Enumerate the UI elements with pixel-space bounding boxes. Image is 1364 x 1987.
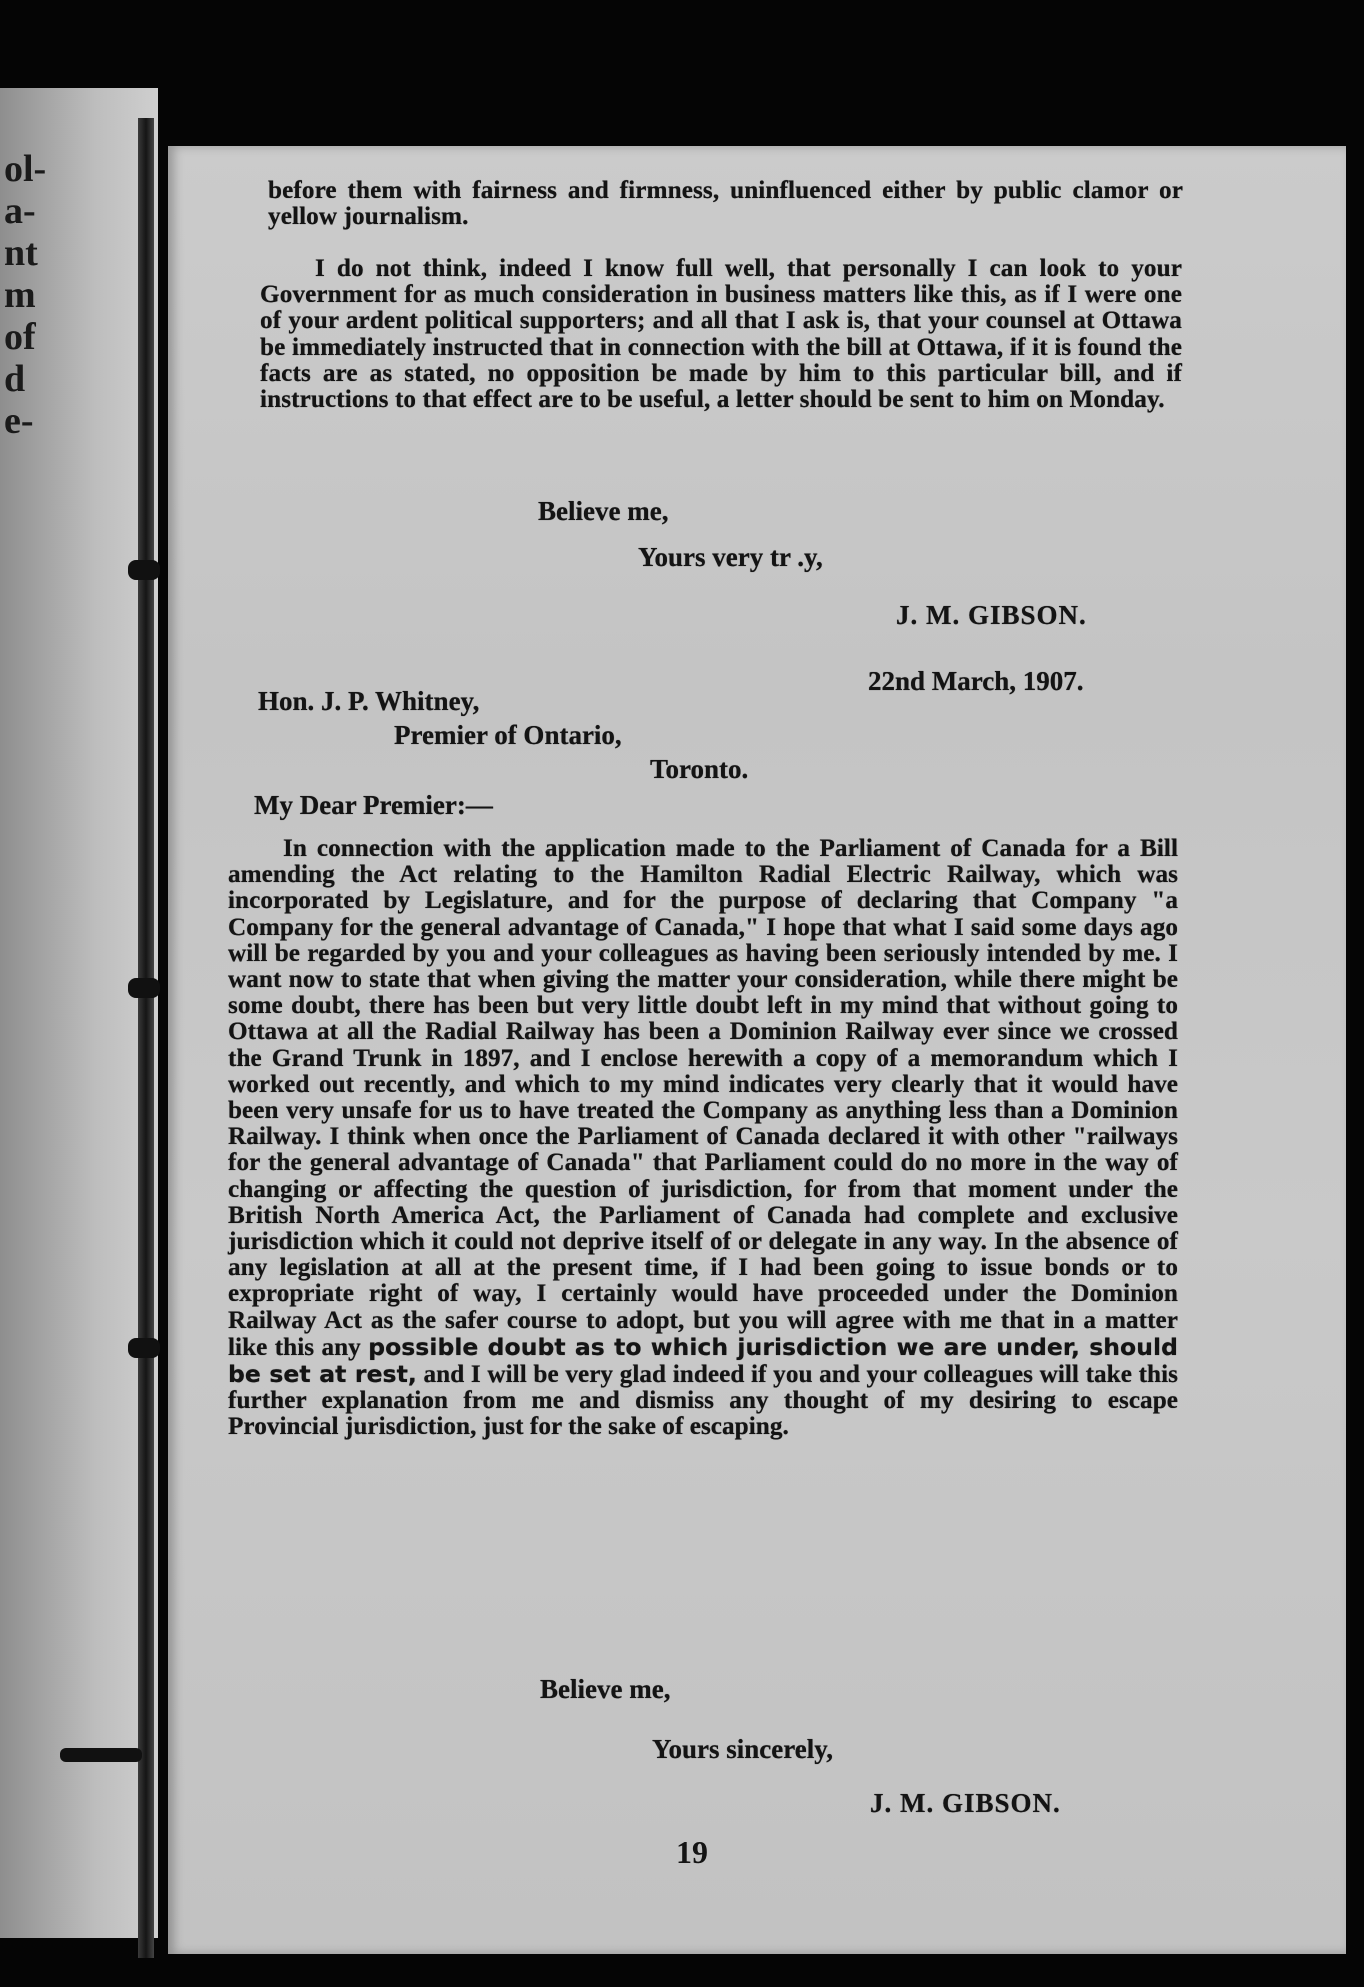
left-fragment-line: ol-: [4, 148, 47, 190]
letter2-body: [228, 836, 1178, 1441]
left-fragment-line: of: [4, 316, 36, 358]
page-number: 19: [676, 1834, 708, 1870]
letter1-closing: Believe me,: [538, 496, 669, 526]
letter1-paragraph-1: before them with fairness and firmness, uninfluenced either by public clamor or yellow journalism.: [268, 177, 1183, 231]
letter2-signature: J. M. GIBSON.: [870, 1788, 1061, 1818]
letter2-valediction: Yours sincerely,: [652, 1734, 833, 1764]
letter2-body-text: In connection with the application made to the Parliament of Canada for a Bill amending the Act relating to the Hamilton Radial Electric Railway, which was incorporated by Legislature, and for the purpose of declaring that Company "a Company for the general advantage of Canada," I hope that what I said some days ago will be regarded by you and your colleagues as having been seriously intended by me. I want now to state that when giving the matter your consideration, while there might be some doubt, there has been but very little doubt left in my mind that without going to Ottawa at all the Radial Railway has been a Dominion Railway ever since we crossed the Grand Trunk in 1897, and I enclose herewith a copy of a memorandum which I worked out recently, and which to my mind indicates very clearly that it would have been very unsafe for us to have treated the Company as anything less than a Dominion Railway. I think when once the Parliament of Canada declared it with other "railways for the general advantage of Canada" that Parliament could do no more in the way of changing or affecting the question of jurisdiction, for from that moment under the British North America Act, the Parliament of Canada had complete and exclusive jurisdiction which it could not deprive itself of or delegate in any way. In the absence of any legislation at all at the present time, if I had been going to issue bonds or to expropriate right of way, I certainly would have proceeded under the Dominion Railway Act as the safer course to adopt, but you will agree with me that in a matter like this any: [228, 835, 1178, 1361]
binding-stitch: [128, 560, 160, 580]
left-fragment-line: e-: [4, 400, 34, 442]
letter2-address-city: Toronto.: [650, 754, 749, 784]
letter2-salutation: My Dear Premier:—: [254, 790, 493, 820]
binding-stitch: [128, 978, 160, 998]
binding-stitch: [128, 1338, 160, 1358]
book-spine: [138, 118, 154, 1958]
letter2-body-text-end: and I will be very glad indeed if you and your colleagues will take this further explanation from me and dismiss any thought of my desiring to escape Provincial jurisdiction, just for the sake of escaping.: [228, 1361, 1178, 1441]
letter2-closing: Believe me,: [540, 1674, 671, 1704]
letter2-date: 22nd March, 1907.: [868, 666, 1084, 696]
letter2-address-title: Premier of Ontario,: [394, 720, 622, 750]
left-facing-page: [0, 88, 158, 1938]
letter1-valediction: Yours very tr .y,: [638, 542, 823, 572]
document-page: [168, 146, 1346, 1954]
letter2-body-emphasis: possible doubt as to which jurisdiction we are under, should be set at rest,: [228, 1332, 1178, 1389]
letter2-address-name: Hon. J. P. Whitney,: [258, 686, 480, 716]
left-fragment-line: nt: [4, 232, 38, 274]
left-fragment-line: a-: [4, 190, 36, 232]
letter1-paragraph-2: I do not think, indeed I know full well, that personally I can look to your Government for as much consideration in business matters like this, as if I were one of your ardent political supporters; and all that I ask is, that your counsel at Ottawa be immediately instructed that in connection with the bill at Ottawa, if it is found the facts are as stated, no opposition be made by him to this particular bill, and if instructions to that effect are to be useful, a letter should be sent to him on Monday.: [260, 255, 1182, 414]
letter1-signature: J. M. GIBSON.: [896, 600, 1087, 630]
left-page-text-fragments: [4, 148, 47, 442]
left-fragment-line: d: [4, 358, 26, 400]
left-fragment-line: m: [4, 274, 36, 316]
binding-stitch: [60, 1748, 142, 1762]
page-content: [168, 146, 1346, 1954]
